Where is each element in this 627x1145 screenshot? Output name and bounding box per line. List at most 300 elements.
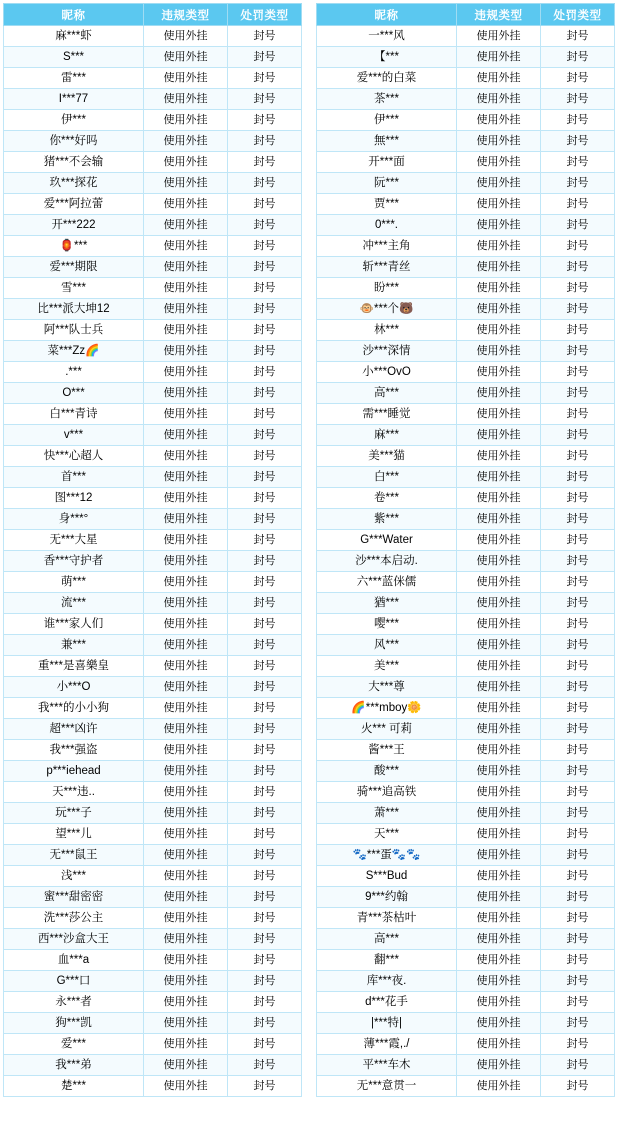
- cell-penalty-type: 封号: [228, 320, 302, 341]
- table-row: [317, 1076, 615, 1097]
- table-row: [4, 509, 302, 530]
- column-header-violation-type: 违规类型: [457, 4, 541, 26]
- cell-penalty-type: 封号: [228, 89, 302, 110]
- cell-violation-type: 使用外挂: [144, 215, 228, 236]
- cell-penalty-type: 封号: [541, 152, 615, 173]
- table-row: [317, 446, 615, 467]
- cell-nickname: 🐵***个🐻: [317, 299, 457, 320]
- cell-nickname: 冲***主角: [317, 236, 457, 257]
- cell-penalty-type: 封号: [228, 1034, 302, 1055]
- table-row: [317, 992, 615, 1013]
- cell-nickname: 骑***追高铁: [317, 782, 457, 803]
- ban-table-right: [316, 3, 615, 1097]
- cell-violation-type: 使用外挂: [144, 47, 228, 68]
- table-row: [317, 320, 615, 341]
- cell-penalty-type: 封号: [228, 992, 302, 1013]
- cell-nickname: 火*** 可莉: [317, 719, 457, 740]
- cell-nickname: d***花手: [317, 992, 457, 1013]
- table-row: [317, 950, 615, 971]
- cell-nickname: 麻***虾: [4, 26, 144, 47]
- column-header-violation-type: 违规类型: [144, 4, 228, 26]
- table-row: [4, 992, 302, 1013]
- cell-penalty-type: 封号: [228, 761, 302, 782]
- cell-nickname: 爱***阿拉蕾: [4, 194, 144, 215]
- cell-penalty-type: 封号: [541, 845, 615, 866]
- cell-penalty-type: 封号: [228, 740, 302, 761]
- cell-nickname: 天***违..: [4, 782, 144, 803]
- cell-violation-type: 使用外挂: [144, 656, 228, 677]
- cell-nickname: 薄***霞,./: [317, 1034, 457, 1055]
- table-row: [4, 341, 302, 362]
- cell-nickname: 0***.: [317, 215, 457, 236]
- cell-violation-type: 使用外挂: [144, 257, 228, 278]
- column-header-penalty-type: 处罚类型: [541, 4, 615, 26]
- cell-nickname: 美***猫: [317, 446, 457, 467]
- table-row: [4, 761, 302, 782]
- cell-violation-type: 使用外挂: [144, 971, 228, 992]
- table-row: [4, 803, 302, 824]
- cell-violation-type: 使用外挂: [457, 446, 541, 467]
- table-body-right: [317, 26, 615, 1097]
- cell-penalty-type: 封号: [541, 131, 615, 152]
- cell-penalty-type: 封号: [228, 404, 302, 425]
- cell-nickname: 我***的小小狗: [4, 698, 144, 719]
- cell-penalty-type: 封号: [541, 68, 615, 89]
- cell-nickname: 猪***不会输: [4, 152, 144, 173]
- cell-nickname: 🌈***mboy🌼: [317, 698, 457, 719]
- cell-violation-type: 使用外挂: [457, 971, 541, 992]
- table-row: [317, 425, 615, 446]
- cell-violation-type: 使用外挂: [457, 845, 541, 866]
- cell-penalty-type: 封号: [541, 761, 615, 782]
- cell-nickname: 首***: [4, 467, 144, 488]
- cell-violation-type: 使用外挂: [457, 635, 541, 656]
- cell-nickname: 重***是喜樂皇: [4, 656, 144, 677]
- cell-penalty-type: 封号: [228, 446, 302, 467]
- table-row: [317, 110, 615, 131]
- cell-penalty-type: 封号: [541, 698, 615, 719]
- cell-nickname: 猶***: [317, 593, 457, 614]
- cell-penalty-type: 封号: [228, 425, 302, 446]
- cell-violation-type: 使用外挂: [457, 152, 541, 173]
- cell-violation-type: 使用外挂: [457, 803, 541, 824]
- table-row: [4, 866, 302, 887]
- cell-violation-type: 使用外挂: [144, 761, 228, 782]
- cell-nickname: 兼***: [4, 635, 144, 656]
- cell-violation-type: 使用外挂: [144, 698, 228, 719]
- cell-penalty-type: 封号: [541, 446, 615, 467]
- cell-nickname: 嘤***: [317, 614, 457, 635]
- cell-violation-type: 使用外挂: [457, 866, 541, 887]
- cell-penalty-type: 封号: [541, 719, 615, 740]
- column-header-name: 昵称: [317, 4, 457, 26]
- cell-violation-type: 使用外挂: [144, 194, 228, 215]
- cell-penalty-type: 封号: [541, 110, 615, 131]
- cell-violation-type: 使用外挂: [457, 299, 541, 320]
- cell-nickname: 小***O: [4, 677, 144, 698]
- table-row: [4, 68, 302, 89]
- cell-violation-type: 使用外挂: [457, 1034, 541, 1055]
- cell-penalty-type: 封号: [541, 488, 615, 509]
- cell-nickname: 紫***: [317, 509, 457, 530]
- cell-nickname: 伊***: [4, 110, 144, 131]
- table-row: [4, 152, 302, 173]
- cell-violation-type: 使用外挂: [457, 530, 541, 551]
- cell-violation-type: 使用外挂: [457, 467, 541, 488]
- cell-nickname: 狗***凯: [4, 1013, 144, 1034]
- column-header-name: 昵称: [4, 4, 144, 26]
- cell-penalty-type: 封号: [541, 89, 615, 110]
- table-row: [317, 656, 615, 677]
- cell-nickname: G***Water: [317, 530, 457, 551]
- cell-penalty-type: 封号: [228, 866, 302, 887]
- table-row: [4, 467, 302, 488]
- table-row: [317, 908, 615, 929]
- table-row: [4, 89, 302, 110]
- table-row: [4, 572, 302, 593]
- cell-violation-type: 使用外挂: [144, 614, 228, 635]
- table-row: [4, 740, 302, 761]
- table-row: [317, 635, 615, 656]
- table-row: [317, 1013, 615, 1034]
- cell-violation-type: 使用外挂: [457, 236, 541, 257]
- table-row: [317, 761, 615, 782]
- cell-nickname: 小***OvO: [317, 362, 457, 383]
- cell-penalty-type: 封号: [541, 614, 615, 635]
- cell-violation-type: 使用外挂: [144, 152, 228, 173]
- cell-penalty-type: 封号: [228, 698, 302, 719]
- cell-penalty-type: 封号: [541, 971, 615, 992]
- cell-penalty-type: 封号: [541, 194, 615, 215]
- cell-penalty-type: 封号: [228, 1055, 302, 1076]
- cell-nickname: 🐾***蛋🐾🐾: [317, 845, 457, 866]
- cell-penalty-type: 封号: [541, 1055, 615, 1076]
- cell-nickname: 無***: [317, 131, 457, 152]
- cell-nickname: 白***青诗: [4, 404, 144, 425]
- cell-nickname: 开***222: [4, 215, 144, 236]
- cell-violation-type: 使用外挂: [144, 89, 228, 110]
- table-row: [4, 47, 302, 68]
- cell-violation-type: 使用外挂: [457, 257, 541, 278]
- table-row: [317, 173, 615, 194]
- cell-penalty-type: 封号: [228, 131, 302, 152]
- table-header-row: [4, 4, 302, 26]
- cell-nickname: 谁***家人们: [4, 614, 144, 635]
- cell-penalty-type: 封号: [228, 362, 302, 383]
- table-row: [317, 740, 615, 761]
- cell-nickname: 无***意贯一: [317, 1076, 457, 1097]
- cell-violation-type: 使用外挂: [457, 68, 541, 89]
- cell-nickname: 美***: [317, 656, 457, 677]
- cell-violation-type: 使用外挂: [457, 47, 541, 68]
- cell-violation-type: 使用外挂: [144, 992, 228, 1013]
- cell-violation-type: 使用外挂: [457, 320, 541, 341]
- cell-violation-type: 使用外挂: [144, 719, 228, 740]
- cell-nickname: 酸***: [317, 761, 457, 782]
- cell-nickname: 我***弟: [4, 1055, 144, 1076]
- table-row: [4, 824, 302, 845]
- cell-penalty-type: 封号: [541, 404, 615, 425]
- table-row: [317, 257, 615, 278]
- table-row: [4, 677, 302, 698]
- cell-violation-type: 使用外挂: [144, 173, 228, 194]
- cell-violation-type: 使用外挂: [457, 341, 541, 362]
- cell-penalty-type: 封号: [228, 782, 302, 803]
- table-row: [4, 404, 302, 425]
- cell-nickname: 一***风: [317, 26, 457, 47]
- table-row: [4, 656, 302, 677]
- cell-penalty-type: 封号: [228, 1013, 302, 1034]
- cell-penalty-type: 封号: [541, 635, 615, 656]
- table-row: [4, 530, 302, 551]
- cell-nickname: 大***尊: [317, 677, 457, 698]
- cell-nickname: 身***°: [4, 509, 144, 530]
- cell-nickname: 库***夜.: [317, 971, 457, 992]
- table-row: [317, 131, 615, 152]
- cell-penalty-type: 封号: [228, 551, 302, 572]
- cell-violation-type: 使用外挂: [457, 593, 541, 614]
- cell-violation-type: 使用外挂: [144, 509, 228, 530]
- cell-penalty-type: 封号: [228, 278, 302, 299]
- cell-violation-type: 使用外挂: [457, 509, 541, 530]
- table-row: [4, 593, 302, 614]
- table-row: [4, 1013, 302, 1034]
- table-row: [317, 1055, 615, 1076]
- table-row: [4, 929, 302, 950]
- cell-penalty-type: 封号: [228, 803, 302, 824]
- cell-violation-type: 使用外挂: [457, 782, 541, 803]
- table-row: [4, 971, 302, 992]
- table-row: [4, 320, 302, 341]
- cell-penalty-type: 封号: [541, 362, 615, 383]
- table-row: [317, 803, 615, 824]
- cell-penalty-type: 封号: [228, 572, 302, 593]
- cell-penalty-type: 封号: [541, 509, 615, 530]
- cell-nickname: 高***: [317, 929, 457, 950]
- cell-violation-type: 使用外挂: [457, 740, 541, 761]
- cell-penalty-type: 封号: [228, 845, 302, 866]
- cell-penalty-type: 封号: [541, 551, 615, 572]
- cell-violation-type: 使用外挂: [144, 488, 228, 509]
- cell-nickname: 玩***子: [4, 803, 144, 824]
- table-row: [317, 824, 615, 845]
- cell-penalty-type: 封号: [541, 47, 615, 68]
- cell-violation-type: 使用外挂: [144, 593, 228, 614]
- cell-nickname: 平***车木: [317, 1055, 457, 1076]
- cell-violation-type: 使用外挂: [144, 341, 228, 362]
- table-row: [317, 383, 615, 404]
- cell-nickname: v***: [4, 425, 144, 446]
- cell-penalty-type: 封号: [228, 257, 302, 278]
- cell-violation-type: 使用外挂: [144, 803, 228, 824]
- cell-violation-type: 使用外挂: [144, 68, 228, 89]
- cell-penalty-type: 封号: [228, 635, 302, 656]
- cell-penalty-type: 封号: [541, 530, 615, 551]
- cell-penalty-type: 封号: [228, 488, 302, 509]
- table-row: [4, 215, 302, 236]
- cell-penalty-type: 封号: [228, 152, 302, 173]
- cell-penalty-type: 封号: [228, 950, 302, 971]
- cell-nickname: 永***者: [4, 992, 144, 1013]
- cell-violation-type: 使用外挂: [144, 950, 228, 971]
- cell-penalty-type: 封号: [541, 1013, 615, 1034]
- cell-nickname: 菜***Zz🌈: [4, 341, 144, 362]
- cell-violation-type: 使用外挂: [457, 488, 541, 509]
- cell-penalty-type: 封号: [541, 236, 615, 257]
- cell-penalty-type: 封号: [228, 299, 302, 320]
- cell-nickname: 香***守护者: [4, 551, 144, 572]
- cell-nickname: 蜜***甜密密: [4, 887, 144, 908]
- cell-nickname: 六***蓝侎儒: [317, 572, 457, 593]
- cell-violation-type: 使用外挂: [144, 782, 228, 803]
- cell-violation-type: 使用外挂: [457, 887, 541, 908]
- cell-nickname: 流***: [4, 593, 144, 614]
- table-row: [317, 509, 615, 530]
- table-row: [4, 908, 302, 929]
- cell-nickname: 快***心超人: [4, 446, 144, 467]
- cell-penalty-type: 封号: [541, 341, 615, 362]
- cell-violation-type: 使用外挂: [144, 824, 228, 845]
- cell-nickname: 天***: [317, 824, 457, 845]
- cell-nickname: 你***好吗: [4, 131, 144, 152]
- cell-nickname: 🏮***: [4, 236, 144, 257]
- cell-violation-type: 使用外挂: [144, 383, 228, 404]
- cell-violation-type: 使用外挂: [457, 656, 541, 677]
- cell-violation-type: 使用外挂: [457, 194, 541, 215]
- cell-violation-type: 使用外挂: [457, 173, 541, 194]
- cell-penalty-type: 封号: [541, 908, 615, 929]
- cell-penalty-type: 封号: [228, 467, 302, 488]
- cell-violation-type: 使用外挂: [457, 677, 541, 698]
- cell-nickname: 血***a: [4, 950, 144, 971]
- cell-nickname: 酱***王: [317, 740, 457, 761]
- table-row: [317, 278, 615, 299]
- table-row: [317, 26, 615, 47]
- cell-nickname: 比***派大坤12: [4, 299, 144, 320]
- table-row: [4, 236, 302, 257]
- table-row: [4, 488, 302, 509]
- cell-nickname: 风***: [317, 635, 457, 656]
- table-row: [317, 677, 615, 698]
- cell-violation-type: 使用外挂: [144, 908, 228, 929]
- table-row: [317, 341, 615, 362]
- cell-violation-type: 使用外挂: [144, 320, 228, 341]
- cell-violation-type: 使用外挂: [457, 278, 541, 299]
- cell-penalty-type: 封号: [228, 593, 302, 614]
- cell-penalty-type: 封号: [228, 215, 302, 236]
- cell-nickname: 超***凶许: [4, 719, 144, 740]
- cell-violation-type: 使用外挂: [144, 446, 228, 467]
- cell-violation-type: 使用外挂: [144, 1055, 228, 1076]
- table-row: [4, 950, 302, 971]
- cell-violation-type: 使用外挂: [457, 383, 541, 404]
- cell-violation-type: 使用外挂: [144, 110, 228, 131]
- cell-penalty-type: 封号: [541, 299, 615, 320]
- cell-penalty-type: 封号: [541, 320, 615, 341]
- cell-penalty-type: 封号: [541, 887, 615, 908]
- cell-violation-type: 使用外挂: [457, 719, 541, 740]
- cell-violation-type: 使用外挂: [144, 131, 228, 152]
- cell-penalty-type: 封号: [541, 257, 615, 278]
- cell-nickname: 我***强盗: [4, 740, 144, 761]
- cell-violation-type: 使用外挂: [457, 929, 541, 950]
- cell-violation-type: 使用外挂: [457, 362, 541, 383]
- cell-nickname: 沙***深情: [317, 341, 457, 362]
- cell-violation-type: 使用外挂: [457, 89, 541, 110]
- table-row: [4, 362, 302, 383]
- cell-penalty-type: 封号: [228, 194, 302, 215]
- cell-penalty-type: 封号: [541, 929, 615, 950]
- table-row: [4, 698, 302, 719]
- table-row: [317, 194, 615, 215]
- cell-penalty-type: 封号: [228, 929, 302, 950]
- cell-nickname: 需***睡觉: [317, 404, 457, 425]
- cell-violation-type: 使用外挂: [144, 866, 228, 887]
- cell-nickname: 洗***莎公主: [4, 908, 144, 929]
- cell-violation-type: 使用外挂: [457, 992, 541, 1013]
- cell-nickname: 萧***: [317, 803, 457, 824]
- cell-nickname: 雷***: [4, 68, 144, 89]
- cell-nickname: 斩***青丝: [317, 257, 457, 278]
- cell-violation-type: 使用外挂: [457, 1013, 541, 1034]
- cell-nickname: O***: [4, 383, 144, 404]
- cell-violation-type: 使用外挂: [144, 1013, 228, 1034]
- cell-nickname: 爱***的白菜: [317, 68, 457, 89]
- table-row: [317, 236, 615, 257]
- cell-nickname: 无***大星: [4, 530, 144, 551]
- cell-violation-type: 使用外挂: [144, 299, 228, 320]
- cell-violation-type: 使用外挂: [457, 110, 541, 131]
- cell-nickname: 望***儿: [4, 824, 144, 845]
- cell-penalty-type: 封号: [541, 173, 615, 194]
- cell-penalty-type: 封号: [541, 677, 615, 698]
- cell-violation-type: 使用外挂: [144, 236, 228, 257]
- cell-violation-type: 使用外挂: [457, 404, 541, 425]
- cell-nickname: p***iehead: [4, 761, 144, 782]
- table-row: [317, 530, 615, 551]
- cell-violation-type: 使用外挂: [457, 614, 541, 635]
- table-row: [4, 26, 302, 47]
- cell-violation-type: 使用外挂: [144, 929, 228, 950]
- cell-nickname: 白***: [317, 467, 457, 488]
- cell-nickname: 玖***探花: [4, 173, 144, 194]
- cell-nickname: 阮***: [317, 173, 457, 194]
- cell-nickname: 贾***: [317, 194, 457, 215]
- cell-nickname: 9***约翰: [317, 887, 457, 908]
- cell-violation-type: 使用外挂: [144, 1076, 228, 1097]
- table-row: [4, 110, 302, 131]
- table-row: [317, 845, 615, 866]
- cell-penalty-type: 封号: [541, 572, 615, 593]
- table-row: [4, 782, 302, 803]
- cell-violation-type: 使用外挂: [457, 131, 541, 152]
- cell-nickname: 雪***: [4, 278, 144, 299]
- cell-penalty-type: 封号: [541, 1034, 615, 1055]
- column-header-penalty-type: 处罚类型: [228, 4, 302, 26]
- table-row: [317, 572, 615, 593]
- table-row: [317, 68, 615, 89]
- table-row: [317, 299, 615, 320]
- cell-violation-type: 使用外挂: [457, 908, 541, 929]
- cell-nickname: 盼***: [317, 278, 457, 299]
- table-row: [317, 1034, 615, 1055]
- cell-violation-type: 使用外挂: [144, 677, 228, 698]
- cell-penalty-type: 封号: [541, 656, 615, 677]
- table-row: [4, 719, 302, 740]
- cell-penalty-type: 封号: [228, 908, 302, 929]
- cell-nickname: 楚***: [4, 1076, 144, 1097]
- cell-violation-type: 使用外挂: [457, 1055, 541, 1076]
